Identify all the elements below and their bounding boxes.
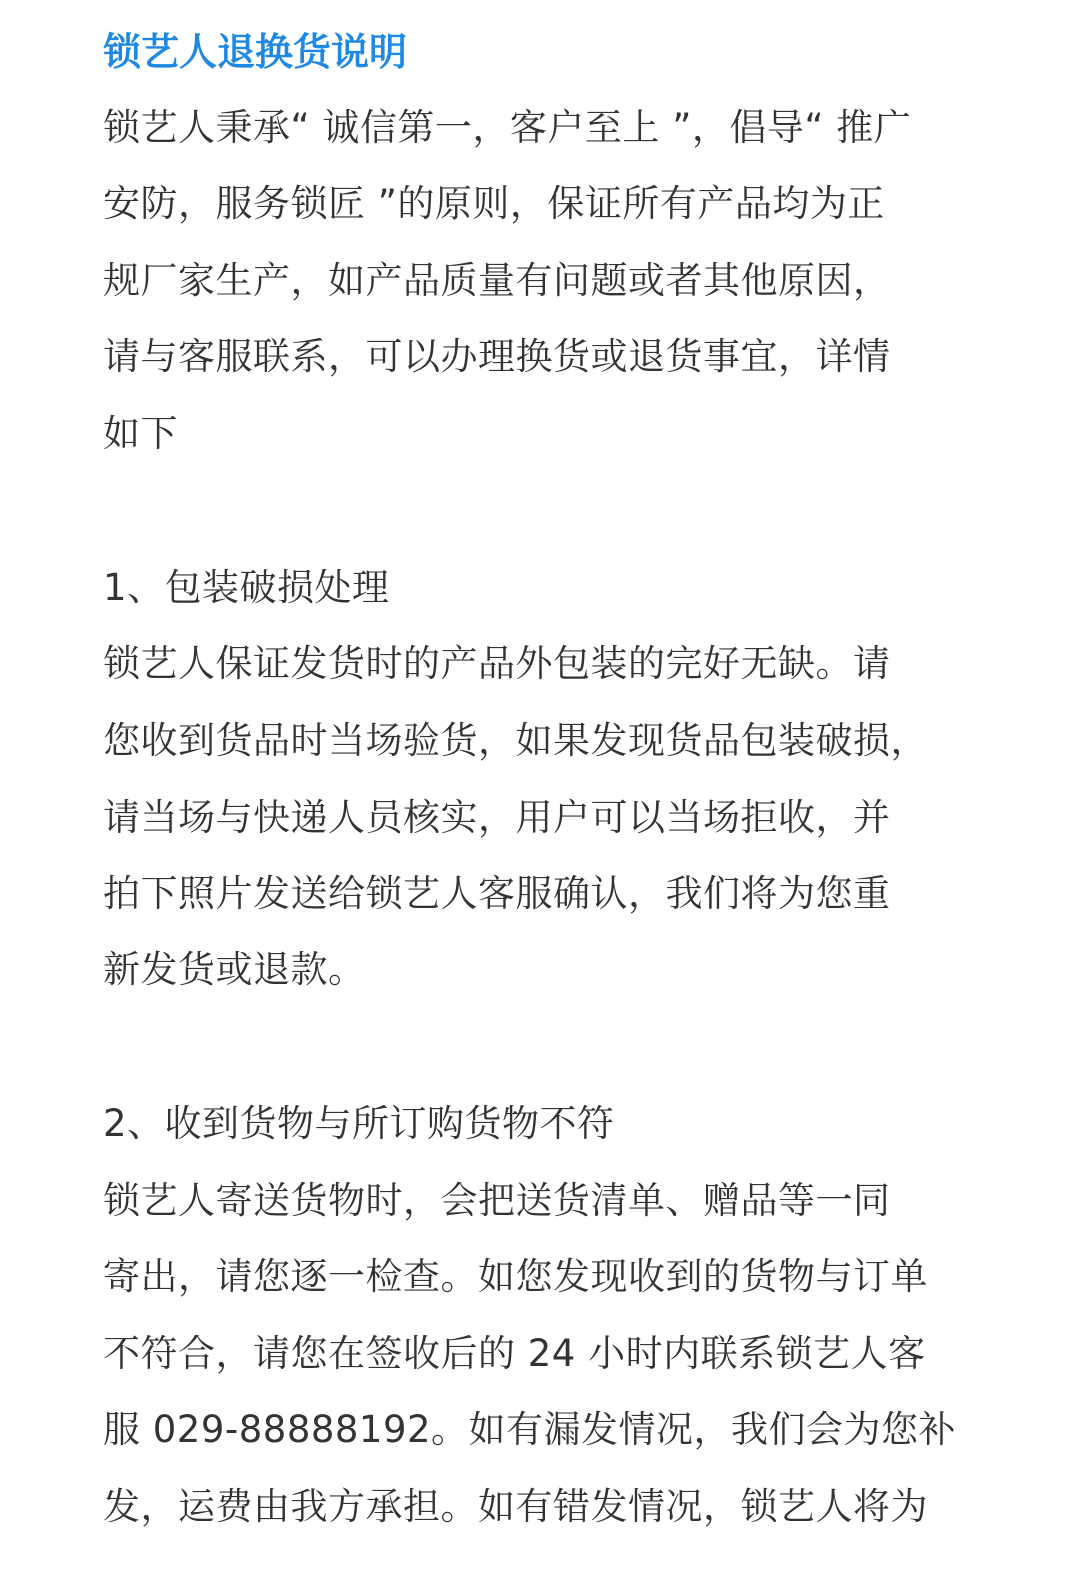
intro-line: 安防，服务锁匠 ”的原则，保证所有产品均为正 <box>103 182 885 225</box>
intro-line: 如下 <box>103 412 178 455</box>
section-heading: 1、包装破损处理 <box>103 566 390 609</box>
section-line: 发，运费由我方承担。如有错发情况，锁艺人将为 <box>103 1485 928 1528</box>
section-line: 不符合，请您在签收后的 24 小时内联系锁艺人客 <box>103 1332 926 1375</box>
section-line: 锁艺人保证发货时的产品外包装的完好无缺。请 <box>103 642 891 685</box>
section-line: 您收到货品时当场验货，如果发现货品包装破损， <box>103 719 928 762</box>
section-heading: 2、收到货物与所订购货物不符 <box>103 1102 615 1145</box>
intro-line: 锁艺人秉承“ 诚信第一，客户至上 ”，倡导“ 推广 <box>103 106 912 149</box>
section-line: 新发货或退款。 <box>103 948 366 991</box>
section-line: 服 029-88888192。如有漏发情况，我们会为您补 <box>103 1408 957 1451</box>
section-line: 请当场与快递人员核实，用户可以当场拒收，并 <box>103 796 891 839</box>
intro-line: 请与客服联系，可以办理换货或退货事宜，详情 <box>103 335 891 378</box>
section-line: 寄出，请您逐一检查。如您发现收到的货物与订单 <box>103 1255 928 1298</box>
page-title: 锁艺人退换货说明 <box>103 30 408 74</box>
section-line: 拍下照片发送给锁艺人客服确认，我们将为您重 <box>103 872 891 915</box>
section-line: 锁艺人寄送货物时，会把送货清单、赠品等一同 <box>103 1179 891 1222</box>
intro-line: 规厂家生产，如产品质量有问题或者其他原因， <box>103 259 891 302</box>
